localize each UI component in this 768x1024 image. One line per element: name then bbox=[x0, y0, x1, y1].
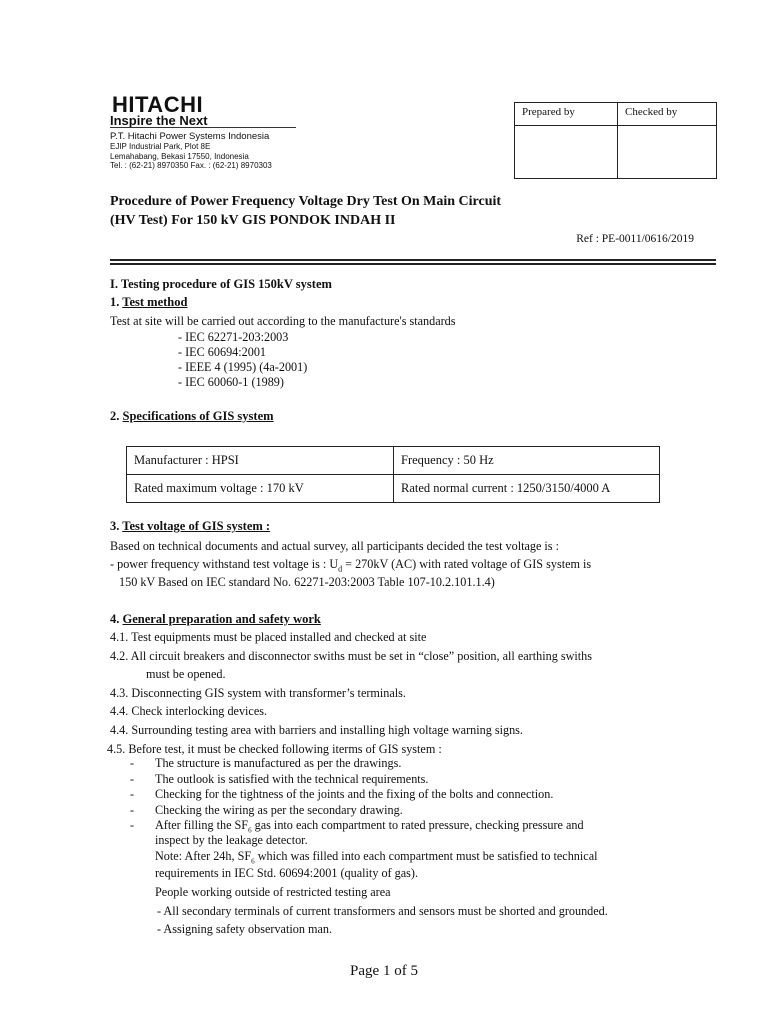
note-subscript: 6 bbox=[251, 857, 255, 866]
checked-by-signature-cell bbox=[618, 126, 717, 179]
bullet-dash: - bbox=[130, 787, 135, 801]
doc-title-line-1: Procedure of Power Frequency Voltage Dry Test On Main Circuit bbox=[110, 194, 502, 209]
prep-item: 4.4. Surrounding testing area with barriers and installing high voltage warning signs. bbox=[110, 723, 523, 737]
section-2-label: Specifications of GIS system bbox=[122, 409, 274, 423]
section-3-heading bbox=[110, 519, 270, 534]
table-row bbox=[127, 475, 660, 503]
standard-item: - IEC 60060-1 (1989) bbox=[178, 375, 284, 389]
bullet-dash: - bbox=[130, 772, 135, 786]
check-item: The structure is manufactured as per the drawings. bbox=[155, 756, 402, 770]
logo-tagline: Inspire the Next bbox=[110, 113, 208, 128]
test-voltage-suffix: = 270kV (AC) with rated voltage of GIS system is bbox=[342, 557, 592, 571]
title-divider bbox=[110, 259, 716, 265]
safety-man-item: - Assigning safety observation man. bbox=[157, 922, 332, 936]
test-method-label: Test method bbox=[122, 295, 188, 309]
check-item: Checking for the tightness of the joints and the fixing of the bolts and connection. bbox=[155, 787, 554, 801]
bullet-dash: - bbox=[130, 803, 135, 817]
test-method-num: 1. bbox=[110, 295, 120, 309]
spec-cell: Rated maximum voltage : 170 kV bbox=[127, 475, 394, 503]
bullet-dash: - bbox=[130, 818, 135, 832]
people-outside-heading: People working outside of restricted testing area bbox=[155, 885, 391, 899]
test-voltage-standard: 150 kV Based on IEC standard No. 62271-203:2003 Table 107-10.2.101.1.4) bbox=[119, 575, 495, 589]
bullet-dash: - bbox=[130, 756, 135, 770]
address-line-3: Tel. : (62-21) 8970350 Fax. : (62-21) 8970303 bbox=[110, 161, 272, 170]
standard-item: - IEC 60694:2001 bbox=[178, 345, 267, 359]
section-2-heading bbox=[110, 409, 274, 424]
check-item-sf6-continued: inspect by the leakage detector. bbox=[155, 833, 308, 847]
address-line-2: Lemahabang, Bekasi 17550, Indonesia bbox=[110, 151, 249, 161]
signature-table bbox=[514, 102, 717, 179]
prep-item: 4.5. Before test, it must be checked following iterms of GIS system : bbox=[107, 742, 442, 756]
test-voltage-line bbox=[110, 557, 591, 576]
company-block bbox=[110, 131, 272, 171]
company-name: P.T. Hitachi Power Systems Indonesia bbox=[110, 131, 270, 142]
checked-by-label: Checked by bbox=[618, 103, 717, 126]
address-line-1: EJIP Industrial Park, Plot 8E bbox=[110, 142, 211, 151]
section-2-num: 2. bbox=[110, 409, 120, 423]
table-row bbox=[127, 447, 660, 475]
logo-divider bbox=[110, 127, 296, 128]
section-4-heading bbox=[110, 612, 321, 627]
test-method-heading bbox=[110, 295, 187, 310]
prep-item: 4.4. Check interlocking devices. bbox=[110, 704, 268, 718]
doc-title-line-2: (HV Test) For 150 kV GIS PONDOK INDAH II bbox=[110, 213, 396, 228]
test-voltage-subscript: d bbox=[338, 564, 343, 574]
sf6-text-b: gas into each compartment to rated pressure, checking pressure and bbox=[251, 818, 584, 832]
prep-item: 4.1. Test equipments must be placed installed and checked at site bbox=[110, 630, 427, 644]
section-3-num: 3. bbox=[110, 519, 120, 533]
section-3-label: Test voltage of GIS system : bbox=[122, 519, 271, 533]
spec-cell: Manufacturer : HPSI bbox=[127, 447, 394, 475]
prep-item: 4.3. Disconnecting GIS system with transformer’s terminals. bbox=[110, 686, 406, 700]
prep-item: 4.2. All circuit breakers and disconnector swiths must be set in “close” position, all earthing swiths bbox=[110, 649, 592, 663]
doc-reference: Ref : PE-0011/0616/2019 bbox=[576, 233, 694, 245]
section-4-num: 4. bbox=[110, 612, 120, 626]
prep-item-continued: must be opened. bbox=[146, 667, 226, 681]
spec-cell: Rated normal current : 1250/3150/4000 A bbox=[394, 475, 660, 503]
prepared-by-label: Prepared by bbox=[515, 103, 618, 126]
sf6-text-a: After filling the SF bbox=[155, 818, 249, 832]
test-method-intro: Test at site will be carried out according to the manufacture's standards bbox=[110, 314, 456, 328]
section-4-label: General preparation and safety work bbox=[122, 612, 321, 626]
check-item: The outlook is satisfied with the technical requirements. bbox=[155, 772, 429, 786]
secondary-terminals-item: - All secondary terminals of current transformers and sensors must be shorted and grounded. bbox=[157, 904, 608, 918]
note-text-b: which was filled into each compartment must be satisfied to technical bbox=[254, 849, 598, 863]
page-number: Page 1 of 5 bbox=[350, 963, 418, 979]
check-item: Checking the wiring as per the secondary drawing. bbox=[155, 803, 403, 817]
hitachi-logo: HITACHI bbox=[112, 92, 204, 117]
test-voltage-prefix: - power frequency withstand test voltage is : U bbox=[110, 557, 339, 571]
standard-item: - IEEE 4 (1995) (4a-2001) bbox=[178, 360, 308, 374]
prepared-by-signature-cell bbox=[515, 126, 618, 179]
standard-item: - IEC 62271-203:2003 bbox=[178, 330, 289, 344]
note-line-continued: requirements in IEC Std. 60694:2001 (quality of gas). bbox=[155, 866, 419, 880]
section-1-heading: I. Testing procedure of GIS 150kV system bbox=[110, 277, 332, 291]
spec-table bbox=[126, 446, 660, 503]
note-text-a: Note: After 24h, SF bbox=[155, 849, 252, 863]
test-voltage-intro: Based on technical documents and actual survey, all participants decided the test voltage is : bbox=[110, 539, 559, 553]
sf6-subscript: 6 bbox=[248, 826, 252, 835]
spec-cell: Frequency : 50 Hz bbox=[394, 447, 660, 475]
